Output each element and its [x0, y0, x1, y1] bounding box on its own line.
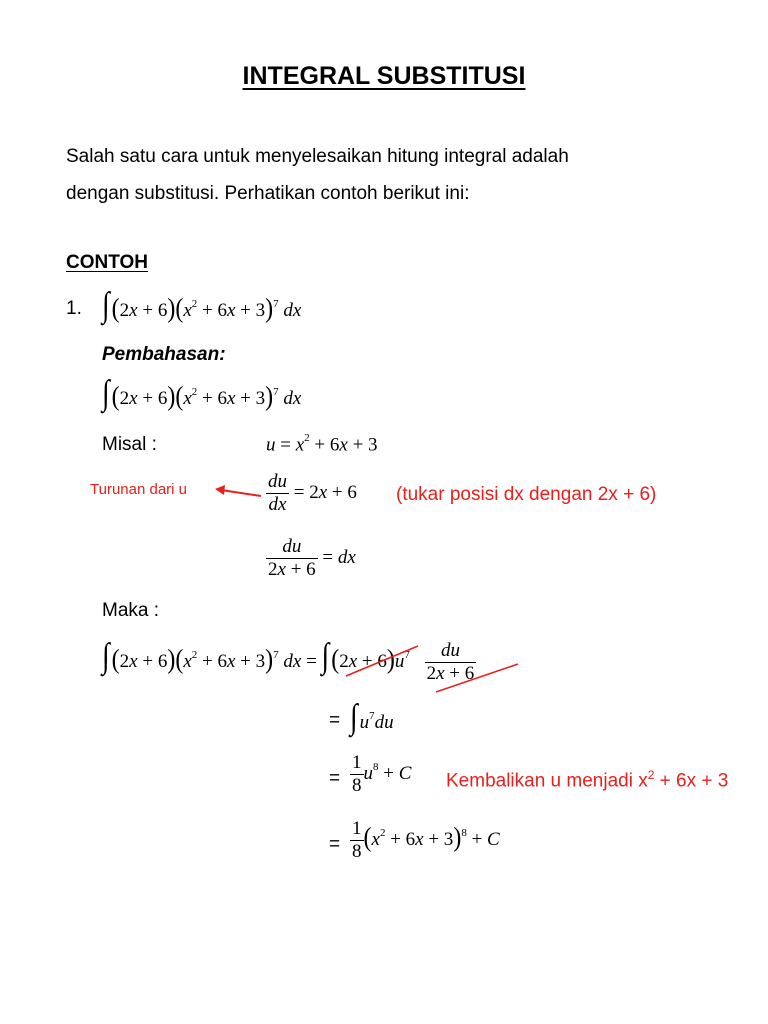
arrow-left-icon — [213, 484, 263, 500]
step-equals-3: = — [329, 834, 341, 855]
pembahasan-label: Pembahasan: — [102, 344, 226, 365]
step-equals-1: = — [329, 710, 341, 731]
misal-label: Misal : — [102, 434, 157, 455]
substitution-equation: $\int(2x + 6)(x^2 + 6x + 3)^7$ dx = $\int(2x + 6)u^7$ $\frac{du}{2x + 6}$ — [102, 636, 475, 684]
step-1-expr: ∫ $u^7du$ — [350, 698, 394, 737]
annotation-turunan: Turunan dari u — [90, 481, 188, 498]
annotation-tukar: (tukar posisi dx dengan 2x + 6) — [396, 484, 657, 505]
maka-label: Maka : — [102, 600, 160, 621]
problem-integral: $\int(2x + 6)(x^2 + 6x + 3)^7$ dx — [102, 286, 302, 325]
pembahasan-integral: $\int(2x + 6)(x^2 + 6x + 3)^7$ dx — [102, 374, 302, 413]
misal-equation: $u = x^2 + 6x + 3$ — [266, 432, 378, 456]
contoh-heading: CONTOH — [66, 252, 148, 273]
step-2-expr: $\frac{1}{8}$ $u^8 + C$ — [352, 752, 412, 796]
intro-line-2: dengan substitusi. Perhatikan contoh berikut ini: — [66, 183, 470, 204]
dx-equation: $\frac{du}{2x + 6}$ = dx — [268, 536, 356, 580]
cancel-marks — [340, 640, 540, 696]
derivative-equation: $\frac{du}{dx}$ = 2x + 6 — [268, 471, 357, 515]
annotation-kembalikan: Kembalikan u menjadi $x^2 + 6x + 3$ — [446, 768, 729, 792]
page-title: INTEGRAL SUBSTITUSI — [242, 62, 526, 90]
step-3-expr: $\frac{1}{8}$ $(x^2 + 6x + 3)^8 + C$ — [352, 818, 500, 862]
intro-line-1: Salah satu cara untuk menyelesaikan hitung integral adalah — [66, 146, 569, 167]
item-number: 1. — [66, 298, 82, 319]
step-equals-2: = — [329, 768, 341, 789]
